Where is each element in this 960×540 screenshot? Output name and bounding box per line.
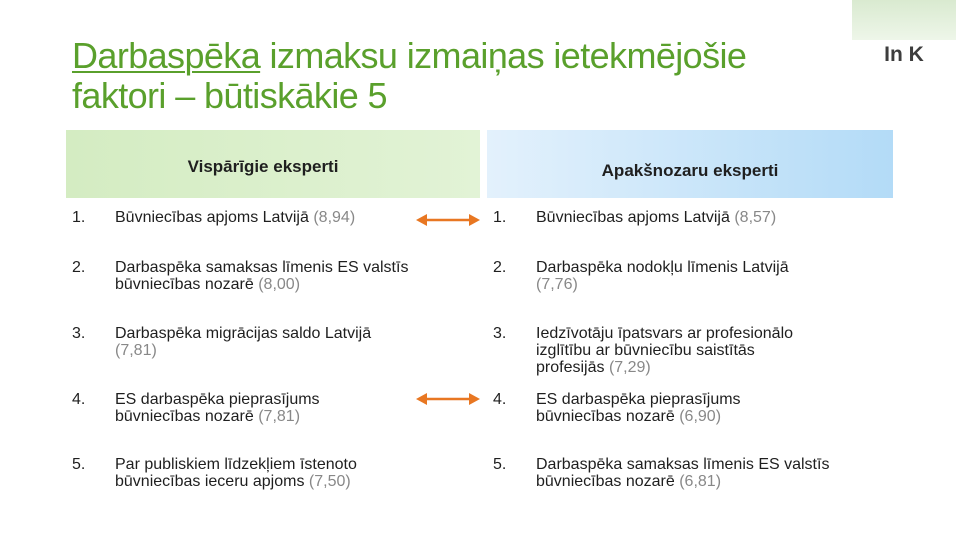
- right-item-5-line1: Darbaspēka samaksas līmenis ES valstīs: [536, 456, 830, 473]
- left-item-3-number: 3.: [72, 325, 86, 342]
- right-item-4-text: [536, 391, 896, 425]
- right-item-1-text: [536, 209, 896, 226]
- header-general-experts: Vispārīgie eksperti: [66, 130, 480, 198]
- left-item-1-number: 1.: [72, 209, 86, 226]
- right-item-4-number: 4.: [493, 391, 507, 408]
- left-item-2-text: [115, 259, 475, 293]
- header-subsector-experts: Apakšnozaru eksperti: [487, 130, 893, 198]
- right-item-2-value: (7,76): [536, 276, 578, 293]
- left-item-5-line1: Par publiskiem līdzekļiem īstenoto: [115, 456, 357, 473]
- right-item-2-text: [536, 259, 896, 293]
- right-item-5-number: 5.: [493, 456, 507, 473]
- title-first-word: Darbaspēka: [72, 35, 261, 76]
- right-item-4-line1: ES darbaspēka pieprasījums: [536, 391, 741, 408]
- left-item-4-value: (7,81): [258, 408, 301, 425]
- right-item-3-text: [536, 325, 896, 376]
- right-item-1-value: (8,57): [734, 209, 777, 226]
- left-item-2-number: 2.: [72, 259, 86, 276]
- left-item-5-value: (7,50): [308, 473, 351, 490]
- right-item-2-line1: Darbaspēka nodokļu līmenis Latvijā: [536, 259, 789, 276]
- inck-logo: [852, 0, 956, 76]
- title-line1-rest: izmaksu izmaiņas ietekmējošie: [260, 35, 747, 76]
- title-line2: faktori – būtiskākie 5: [72, 75, 387, 116]
- left-item-2-line1: Darbaspēka samaksas līmenis ES valstīs: [115, 259, 409, 276]
- left-item-5-number: 5.: [72, 456, 86, 473]
- left-item-5-text: [115, 456, 475, 490]
- right-item-5-value: (6,81): [679, 473, 722, 490]
- left-item-4-line1: ES darbaspēka pieprasījums: [115, 391, 320, 408]
- double-arrow-icon-item-4: [414, 387, 482, 411]
- right-item-1-number: 1.: [493, 209, 507, 226]
- left-item-3-value: (7,81): [115, 342, 157, 359]
- double-arrow-icon-item-1: [414, 208, 482, 232]
- logo-text: In K: [862, 40, 946, 70]
- right-item-4-line2: būvniecības nozarē: [536, 408, 675, 425]
- logo-bar: [852, 0, 956, 40]
- left-item-3-text: [115, 325, 475, 359]
- right-item-3-number: 3.: [493, 325, 507, 342]
- left-item-3-line1: Darbaspēka migrācijas saldo Latvijā: [115, 325, 372, 342]
- left-item-1-line1: Būvniecības apjoms Latvijā: [115, 209, 309, 226]
- left-item-4-line2: būvniecības nozarē: [115, 408, 254, 425]
- left-item-1-value: (8,94): [313, 209, 356, 226]
- right-item-2-number: 2.: [493, 259, 507, 276]
- right-item-3-line1: Iedzīvotāju īpatsvars ar profesionālo: [536, 325, 794, 342]
- right-item-4-value: (6,90): [679, 408, 722, 425]
- right-item-3-line2: izglītību ar būvniecību saistītās: [536, 342, 755, 359]
- right-item-1-line1: Būvniecības apjoms Latvijā: [536, 209, 730, 226]
- left-item-2-line2: būvniecības nozarē: [115, 276, 254, 293]
- left-item-4-number: 4.: [72, 391, 86, 408]
- right-item-3-line3: profesijās: [536, 359, 605, 376]
- page-title: [72, 36, 852, 116]
- left-item-2-value: (8,00): [258, 276, 301, 293]
- right-item-5-text: [536, 456, 896, 490]
- right-item-5-line2: būvniecības nozarē: [536, 473, 675, 490]
- left-item-5-line2: būvniecības ieceru apjoms: [115, 473, 305, 490]
- right-item-3-value: (7,29): [608, 359, 651, 376]
